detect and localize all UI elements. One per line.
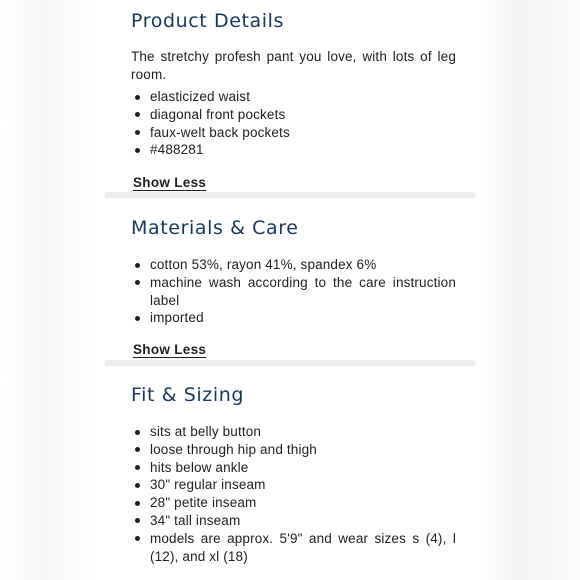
list-item: elasticized waist: [131, 88, 456, 106]
list-item: 34" tall inseam: [131, 512, 456, 530]
product-description: The stretchy profesh pant you love, with lots of leg room.: [131, 49, 456, 82]
list-item: loose through hip and thigh: [131, 441, 456, 459]
list-item: imported: [131, 309, 456, 327]
list-item: faux-welt back pockets: [131, 124, 456, 142]
list-item: sits at belly button: [131, 423, 456, 441]
bullet-icon: [135, 536, 140, 541]
list-item: hits below ankle: [131, 459, 456, 477]
fit-sizing-section: [105, 366, 475, 580]
product-details-section: [105, 0, 475, 192]
list-item: 28" petite inseam: [131, 494, 456, 512]
fit-sizing-title: Fit & Sizing: [131, 384, 245, 406]
show-less-button[interactable]: Show Less: [133, 175, 207, 190]
list-item: #488281: [131, 141, 456, 159]
bullet-icon: [135, 316, 140, 321]
materials-care-title: Materials & Care: [131, 217, 299, 239]
bullet-icon: [135, 280, 140, 285]
bullet-icon: [135, 447, 140, 452]
bullet-icon: [135, 95, 140, 100]
materials-care-section: [105, 198, 475, 360]
product-details-title: Product Details: [131, 10, 285, 32]
bullet-icon: [135, 430, 140, 435]
materials-care-list: [131, 256, 456, 327]
bullet-icon: [135, 263, 140, 268]
show-less-button[interactable]: Show Less: [133, 342, 207, 357]
bullet-icon: [135, 130, 140, 135]
bullet-icon: [135, 112, 140, 117]
list-item: 30" regular inseam: [131, 476, 456, 494]
fit-sizing-list: [131, 423, 456, 565]
list-item: models are approx. 5'9" and wear sizes s (4), l (12), and xl (18): [131, 530, 456, 566]
bullet-icon: [135, 518, 140, 523]
list-item: machine wash according to the care instruction label: [131, 274, 456, 310]
bullet-icon: [135, 501, 140, 506]
list-item: diagonal front pockets: [131, 106, 456, 124]
bullet-icon: [135, 483, 140, 488]
list-item: cotton 53%, rayon 41%, spandex 6%: [131, 256, 456, 274]
bullet-icon: [135, 148, 140, 153]
product-details-list: [131, 88, 456, 159]
bullet-icon: [135, 465, 140, 470]
